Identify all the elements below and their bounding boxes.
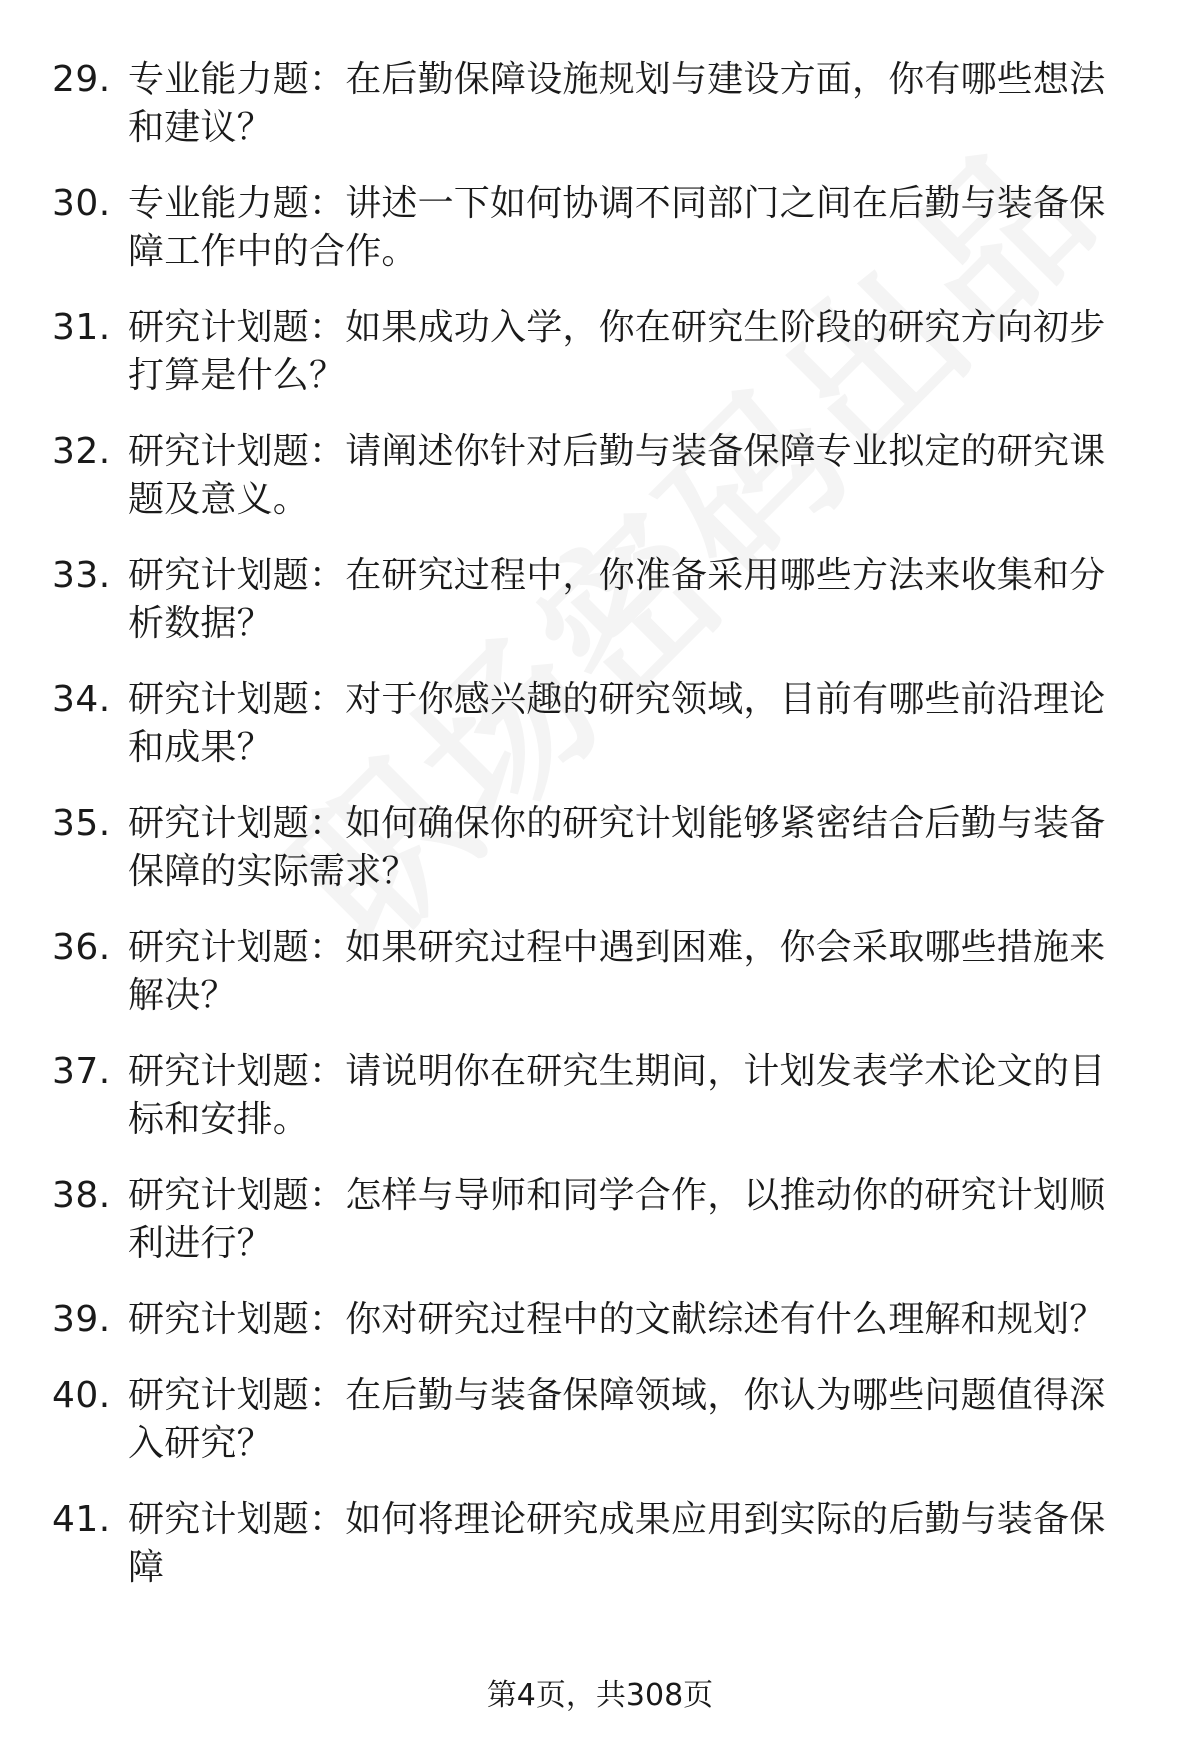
item-text: 研究计划题：你对研究过程中的文献综述有什么理解和规划？ xyxy=(128,1299,1106,1340)
list-item xyxy=(0,1048,1200,1144)
item-text: 研究计划题：怎样与导师和同学合作，以推动你的研究计划顺利进行？ xyxy=(128,1175,1106,1264)
item-text: 研究计划题：如果成功入学，你在研究生阶段的研究方向初步打算是什么？ xyxy=(128,307,1106,396)
list-item xyxy=(0,800,1200,896)
item-text: 研究计划题：如何将理论研究成果应用到实际的后勤与装备保障 xyxy=(128,1499,1106,1588)
item-number: 37. xyxy=(52,1051,111,1092)
item-text: 研究计划题：请说明你在研究生期间，计划发表学术论文的目标和安排。 xyxy=(128,1051,1106,1140)
item-number: 41. xyxy=(52,1499,111,1540)
list-item xyxy=(0,180,1200,276)
item-number: 36. xyxy=(52,927,111,968)
list-item xyxy=(0,1172,1200,1268)
list-item xyxy=(0,676,1200,772)
item-number: 29. xyxy=(52,59,111,100)
item-number: 34. xyxy=(52,679,111,720)
list-item xyxy=(0,1372,1200,1468)
list-item xyxy=(0,428,1200,524)
list-item xyxy=(0,552,1200,648)
item-text: 研究计划题：如何确保你的研究计划能够紧密结合后勤与装备保障的实际需求？ xyxy=(128,803,1106,892)
item-number: 32. xyxy=(52,431,111,472)
item-number: 35. xyxy=(52,803,111,844)
list-item xyxy=(0,924,1200,1020)
item-text: 研究计划题：请阐述你针对后勤与装备保障专业拟定的研究课题及意义。 xyxy=(128,431,1106,520)
item-text: 研究计划题：如果研究过程中遇到困难，你会采取哪些措施来解决？ xyxy=(128,927,1106,1016)
item-text: 研究计划题：对于你感兴趣的研究领域，目前有哪些前沿理论和成果？ xyxy=(128,679,1106,768)
item-number: 30. xyxy=(52,183,111,224)
item-number: 33. xyxy=(52,555,111,596)
item-text: 研究计划题：在研究过程中，你准备采用哪些方法来收集和分析数据？ xyxy=(128,555,1106,644)
list-item xyxy=(0,304,1200,400)
list-item xyxy=(0,1496,1200,1592)
item-number: 40. xyxy=(52,1375,111,1416)
item-text: 专业能力题：在后勤保障设施规划与建设方面，你有哪些想法和建议？ xyxy=(128,59,1106,148)
item-text: 研究计划题：在后勤与装备保障领域，你认为哪些问题值得深入研究？ xyxy=(128,1375,1106,1464)
question-list xyxy=(0,56,1200,1620)
item-number: 38. xyxy=(52,1175,111,1216)
list-item xyxy=(0,1296,1200,1344)
item-number: 39. xyxy=(52,1299,111,1340)
page-footer: 第4页，共308页 xyxy=(486,1678,714,1713)
list-item xyxy=(0,56,1200,152)
item-number: 31. xyxy=(52,307,111,348)
item-text: 专业能力题：讲述一下如何协调不同部门之间在后勤与装备保障工作中的合作。 xyxy=(128,183,1106,272)
